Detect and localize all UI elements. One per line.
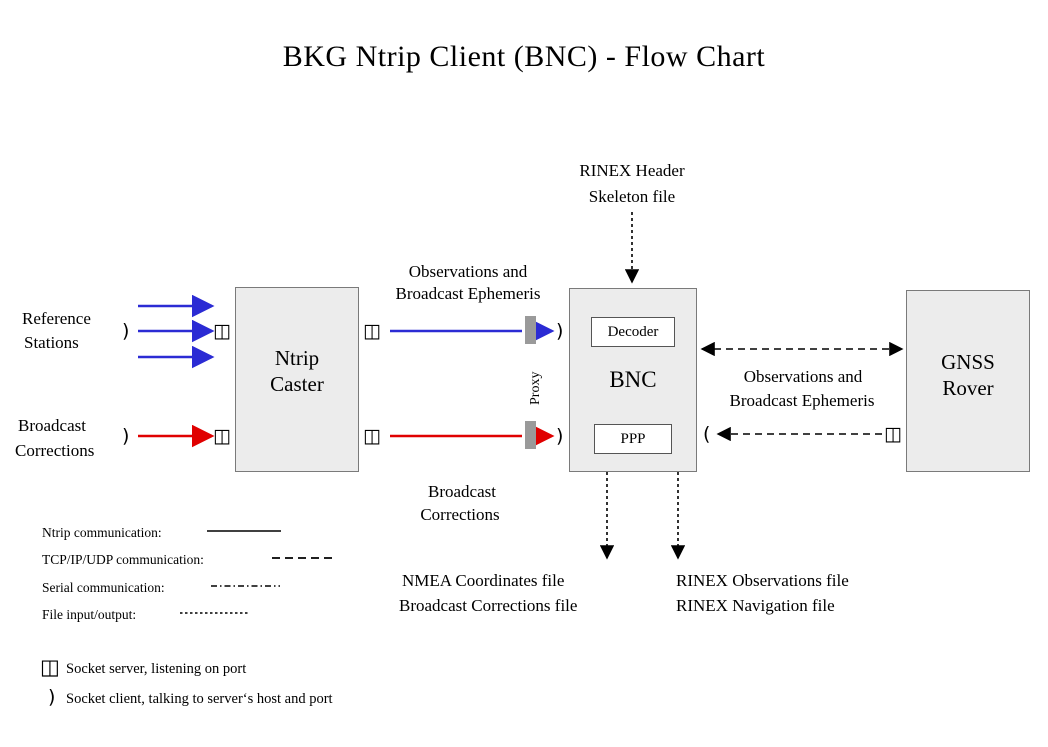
socket-server-icon-caster-in: ◫ bbox=[213, 320, 231, 342]
label-reference-stations-line2: Stations bbox=[24, 333, 79, 352]
gnss-rover-label-line1: GNSS bbox=[941, 350, 995, 374]
legend-item-serial-label: Serial communication: bbox=[42, 580, 165, 595]
label-broadcast-corrections-mid-line1: Broadcast bbox=[428, 482, 496, 501]
page-title: BKG Ntrip Client (BNC) - Flow Chart bbox=[282, 40, 766, 73]
label-rinex-output-line2: RINEX Navigation file bbox=[676, 596, 835, 615]
ntrip-caster-label-line2: Caster bbox=[270, 372, 324, 396]
label-nmea-output-line1: NMEA Coordinates file bbox=[402, 571, 565, 590]
socket-server-icon-rover: ◫ bbox=[884, 423, 902, 445]
socket-client-icon-broadcast-corrections: ) bbox=[122, 425, 130, 447]
label-reference-stations-line1: Reference bbox=[22, 309, 91, 328]
label-observations-ephemeris-right-line2: Broadcast Ephemeris bbox=[729, 391, 875, 410]
legend-socket-client-icon: ) bbox=[48, 686, 56, 708]
bnc-ppp-button[interactable]: PPP bbox=[594, 424, 672, 454]
socket-server-icon-caster-in-2: ◫ bbox=[213, 425, 231, 447]
label-rinex-output-line1: RINEX Observations file bbox=[676, 571, 849, 590]
label-broadcast-corrections-mid-line2: Corrections bbox=[420, 505, 500, 524]
gnss-rover-label-line2: Rover bbox=[942, 376, 994, 400]
label-rinex-header-line2: Skeleton file bbox=[588, 187, 676, 206]
legend-socket-server-icon: ◫ bbox=[40, 655, 60, 679]
legend-item-ntrip-label: Ntrip communication: bbox=[42, 525, 162, 540]
label-broadcast-corrections-left-line2: Corrections bbox=[15, 441, 95, 460]
label-proxy: Proxy bbox=[528, 371, 543, 405]
label-nmea-output-line2: Broadcast Corrections file bbox=[399, 596, 578, 615]
node-gnss-rover[interactable] bbox=[906, 290, 1030, 472]
socket-client-icon-bnc-in-top: ) bbox=[556, 320, 564, 342]
bnc-label: BNC bbox=[609, 367, 657, 392]
ntrip-caster-label-line1: Ntrip bbox=[274, 346, 320, 370]
label-observations-ephemeris-top-line2: Broadcast Ephemeris bbox=[395, 284, 541, 303]
label-broadcast-corrections-left-line1: Broadcast bbox=[18, 416, 86, 435]
bnc-decoder-button[interactable]: Decoder bbox=[591, 317, 675, 347]
legend-item-tcpip-label: TCP/IP/UDP communication: bbox=[42, 552, 204, 567]
label-observations-ephemeris-right-line1: Observations and bbox=[743, 367, 863, 386]
node-ntrip-caster[interactable] bbox=[235, 287, 359, 472]
label-observations-ephemeris-top-line1: Observations and bbox=[408, 262, 528, 281]
socket-server-icon-caster-out-top: ◫ bbox=[363, 320, 381, 342]
socket-client-icon-bnc-in-bottom: ) bbox=[556, 425, 564, 447]
legend-socket-client-label: Socket client, talking to server‘s host and port bbox=[66, 691, 333, 707]
legend-item-file-label: File input/output: bbox=[42, 607, 137, 622]
label-rinex-header-line1: RINEX Header bbox=[579, 161, 685, 180]
socket-server-icon-caster-out-bottom: ◫ bbox=[363, 425, 381, 447]
socket-client-icon-bnc-out: ( bbox=[703, 423, 711, 445]
legend-socket-server-label: Socket server, listening on port bbox=[66, 661, 247, 677]
socket-client-icon-reference-stations: ) bbox=[122, 320, 130, 342]
